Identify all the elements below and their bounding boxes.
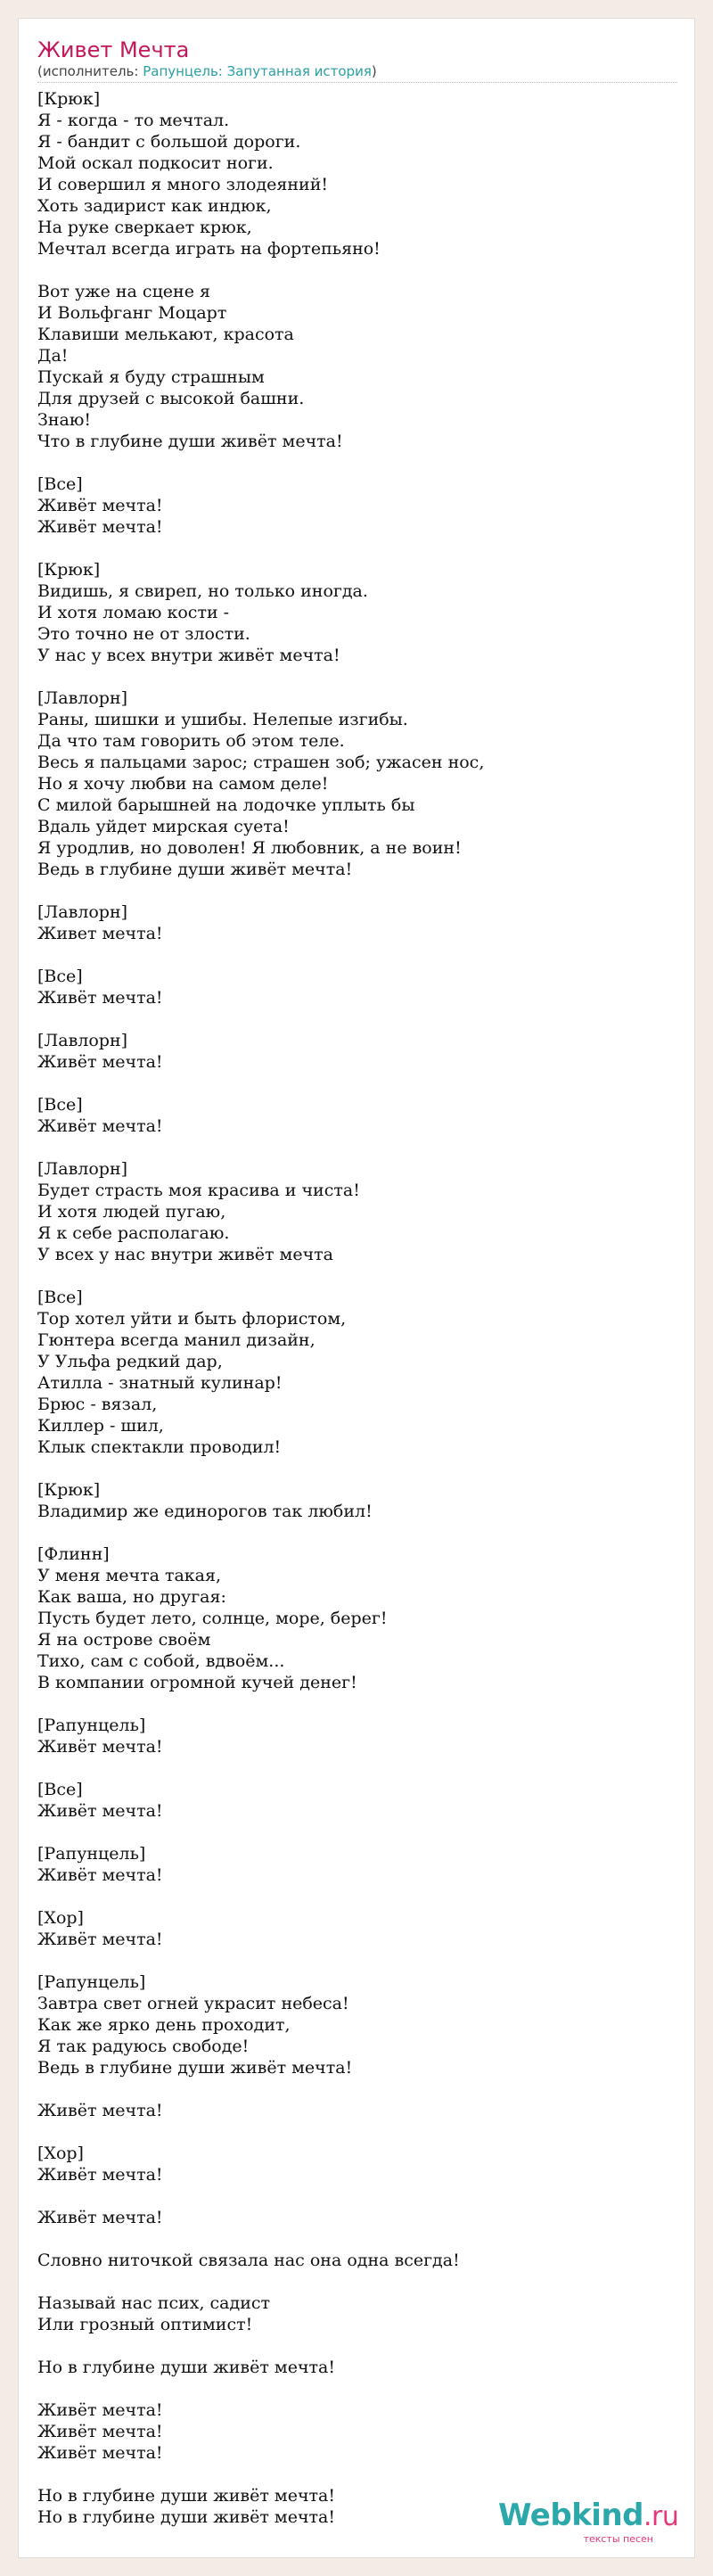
- lyrics-line: [Все]: [37, 1288, 83, 1307]
- lyrics-line: [Крюк]: [37, 560, 101, 580]
- lyrics-stanza: [37, 1158, 679, 1265]
- lyrics-line: Будет страсть моя красива и чиста!: [37, 1181, 360, 1200]
- webkind-logo[interactable]: [498, 2498, 679, 2545]
- lyrics-line: [Лавлорн]: [37, 902, 128, 922]
- lyrics-stanza: [37, 2357, 679, 2378]
- lyrics-line: Живёт мечта!: [37, 1116, 163, 1136]
- lyrics-stanza: [37, 2100, 679, 2121]
- lyrics-stanza: [37, 687, 679, 880]
- lyrics-stanza: [37, 1907, 679, 1950]
- lyrics-line: На руке сверкает крюк,: [37, 218, 252, 237]
- lyrics-line: Атилла - знатный кулинар!: [37, 1373, 283, 1393]
- lyrics-line: Как же ярко день проходит,: [37, 2015, 291, 2035]
- lyrics-line: Живёт мечта!: [37, 2208, 163, 2227]
- lyrics-line: Но в глубине души живёт мечта!: [37, 2486, 335, 2506]
- lyrics-line: Живёт мечта!: [37, 1801, 163, 1821]
- lyrics-line: Живёт мечта!: [37, 2165, 163, 2185]
- lyrics-line: Что в глубине души живёт мечта!: [37, 432, 343, 451]
- lyrics-line: [Крюк]: [37, 1480, 101, 1500]
- logo-brand: Webkind: [498, 2498, 643, 2533]
- lyrics-stanza: [37, 1287, 679, 1458]
- lyrics-line: У меня мечта такая,: [37, 1566, 222, 1585]
- lyrics-line: [Все]: [37, 967, 83, 986]
- lyrics-line: Да!: [37, 346, 69, 366]
- lyrics-line: Вот уже на сцене я: [37, 282, 210, 301]
- lyrics-line: Весь я пальцами зарос; страшен зоб; ужасен нос,: [37, 753, 485, 772]
- lyrics-line: Брюс - вязал,: [37, 1395, 158, 1414]
- lyrics-body: [37, 88, 679, 2549]
- lyrics-line: И хотя людей пугаю,: [37, 1202, 226, 1222]
- lyrics-line: Пускай я буду страшным: [37, 367, 265, 387]
- lyrics-line: Киллер - шил,: [37, 1416, 164, 1436]
- lyrics-line: Гюнтера всегда манил дизайн,: [37, 1330, 316, 1350]
- lyrics-line: Ведь в глубине души живёт мечта!: [37, 2058, 353, 2078]
- lyrics-line: Живёт мечта!: [37, 1737, 163, 1757]
- lyrics-stanza: [37, 1715, 679, 1757]
- lyrics-line: Хоть задирист как индюк,: [37, 196, 272, 216]
- lyrics-line: Знаю!: [37, 410, 92, 430]
- lyrics-line: И Вольфганг Моцарт: [37, 303, 227, 323]
- lyrics-line: У нас у всех внутри живёт мечта!: [37, 646, 340, 665]
- lyrics-line: С милой барышней на лодочке уплыть бы: [37, 795, 415, 815]
- logo-tagline: тексты песен: [583, 2533, 653, 2545]
- lyrics-stanza: [37, 2250, 679, 2271]
- lyrics-line: [Лавлорн]: [37, 688, 128, 708]
- lyrics-line: Но в глубине души живёт мечта!: [37, 2358, 335, 2377]
- lyrics-stanza: [37, 901, 679, 944]
- lyrics-line: Для друзей с высокой башни.: [37, 389, 305, 408]
- lyrics-line: Живёт мечта!: [37, 496, 163, 515]
- lyrics-line: Как ваша, но другая:: [37, 1587, 226, 1607]
- lyrics-line: Пусть будет лето, солнце, море, берег!: [37, 1609, 388, 1628]
- lyrics-line: [Хор]: [37, 1908, 84, 1928]
- lyrics-line: Я так радуюсь свободе!: [37, 2037, 250, 2056]
- lyrics-line: Владимир же единорогов так любил!: [37, 1502, 373, 1521]
- lyrics-line: Я - бандит с большой дороги.: [37, 132, 301, 152]
- lyrics-line: Клавиши мелькают, красота: [37, 325, 294, 344]
- lyrics-stanza: [37, 1030, 679, 1073]
- lyrics-line: И хотя ломаю кости -: [37, 603, 230, 622]
- lyrics-line: Живёт мечта!: [37, 2443, 163, 2463]
- lyrics-stanza: [37, 1094, 679, 1137]
- lyrics-line: Живёт мечта!: [37, 2101, 163, 2120]
- lyrics-line: [Все]: [37, 1095, 83, 1115]
- lyrics-line: В компании огромной кучей денег!: [37, 1673, 357, 1692]
- lyrics-line: Раны, шишки и ушибы. Нелепые изгибы.: [37, 710, 408, 729]
- lyrics-line: Живёт мечта!: [37, 1930, 163, 1949]
- lyrics-line: [Рапунцель]: [37, 1972, 146, 1992]
- song-title: Живет Мечта: [37, 37, 190, 62]
- lyrics-stanza: [37, 1543, 679, 1693]
- lyrics-line: Или грозный оптимист!: [37, 2315, 253, 2334]
- lyrics-stanza: [37, 966, 679, 1008]
- lyrics-line: Но в глубине души живёт мечта!: [37, 2507, 335, 2527]
- lyrics-line: У Ульфа редкий дар,: [37, 1352, 223, 1371]
- lyrics-line: Живёт мечта!: [37, 2400, 163, 2420]
- lyrics-line: Да что там говорить об этом теле.: [37, 731, 345, 751]
- lyrics-stanza: [37, 2292, 679, 2335]
- lyrics-line: [Хор]: [37, 2144, 84, 2163]
- lyrics-stanza: [37, 281, 679, 452]
- lyrics-line: Вдаль уйдет мирская суета!: [37, 817, 290, 836]
- lyrics-line: Мой оскал подкосит ноги.: [37, 153, 274, 173]
- lyrics-line: Живет мечта!: [37, 924, 163, 943]
- lyrics-stanza: [37, 559, 679, 666]
- lyrics-line: Видишь, я свиреп, но только иногда.: [37, 581, 368, 601]
- performer-suffix: ): [371, 63, 377, 79]
- lyrics-line: [Флинн]: [37, 1544, 110, 1564]
- logo-tld: .ru: [643, 2501, 679, 2532]
- lyrics-stanza: [37, 1971, 679, 2078]
- lyrics-stanza: [37, 1479, 679, 1522]
- lyrics-line: Клык спектакли проводил!: [37, 1437, 282, 1457]
- lyrics-line: Тор хотел уйти и быть флористом,: [37, 1309, 347, 1329]
- performer-link[interactable]: Рапунцель: Запутанная история: [143, 63, 372, 79]
- lyrics-line: Называй нас псих, садист: [37, 2293, 271, 2313]
- lyrics-stanza: [37, 2143, 679, 2185]
- lyrics-card: [18, 18, 695, 2558]
- lyrics-line: Живёт мечта!: [37, 517, 163, 537]
- lyrics-line: У всех у нас внутри живёт мечта: [37, 1245, 333, 1264]
- lyrics-line: Я к себе располагаю.: [37, 1223, 230, 1243]
- lyrics-line: [Все]: [37, 474, 83, 494]
- lyrics-line: Живёт мечта!: [37, 1865, 163, 1885]
- lyrics-line: Я на острове своём: [37, 1630, 211, 1650]
- lyrics-line: [Рапунцель]: [37, 1716, 146, 1735]
- performer-line: [37, 63, 677, 83]
- lyrics-stanza: [37, 88, 679, 259]
- logo-wordmark: [498, 2498, 679, 2534]
- lyrics-line: Живёт мечта!: [37, 1052, 163, 1072]
- lyrics-line: [Лавлорн]: [37, 1159, 128, 1179]
- lyrics-line: Живёт мечта!: [37, 2422, 163, 2441]
- lyrics-line: Живёт мечта!: [37, 988, 163, 1008]
- lyrics-line: Мечтал всегда играть на фортепьяно!: [37, 239, 381, 259]
- lyrics-line: Завтра свет огней украсит небеса!: [37, 1994, 349, 2013]
- lyrics-line: Тихо, сам с собой, вдвоём...: [37, 1651, 285, 1671]
- lyrics-line: [Крюк]: [37, 89, 101, 109]
- lyrics-line: Ведь в глубине души живёт мечта!: [37, 860, 353, 879]
- lyrics-line: И совершил я много злодеяний!: [37, 175, 328, 194]
- lyrics-line: Но я хочу любви на самом деле!: [37, 774, 329, 794]
- performer-prefix: (исполнитель:: [37, 63, 143, 79]
- lyrics-stanza: [37, 1843, 679, 1886]
- lyrics-line: Я - когда - то мечтал.: [37, 111, 230, 130]
- lyrics-stanza: [37, 473, 679, 538]
- lyrics-stanza: [37, 1779, 679, 1822]
- lyrics-stanza: [37, 2207, 679, 2228]
- lyrics-line: [Все]: [37, 1780, 83, 1799]
- lyrics-line: [Лавлорн]: [37, 1031, 128, 1050]
- lyrics-line: [Рапунцель]: [37, 1844, 146, 1864]
- lyrics-line: Словно ниточкой связала нас она одна всегда!: [37, 2251, 460, 2270]
- lyrics-stanza: [37, 2399, 679, 2464]
- lyrics-line: Я уродлив, но доволен! Я любовник, а не воин!: [37, 838, 462, 858]
- lyrics-line: Это точно не от злости.: [37, 624, 250, 644]
